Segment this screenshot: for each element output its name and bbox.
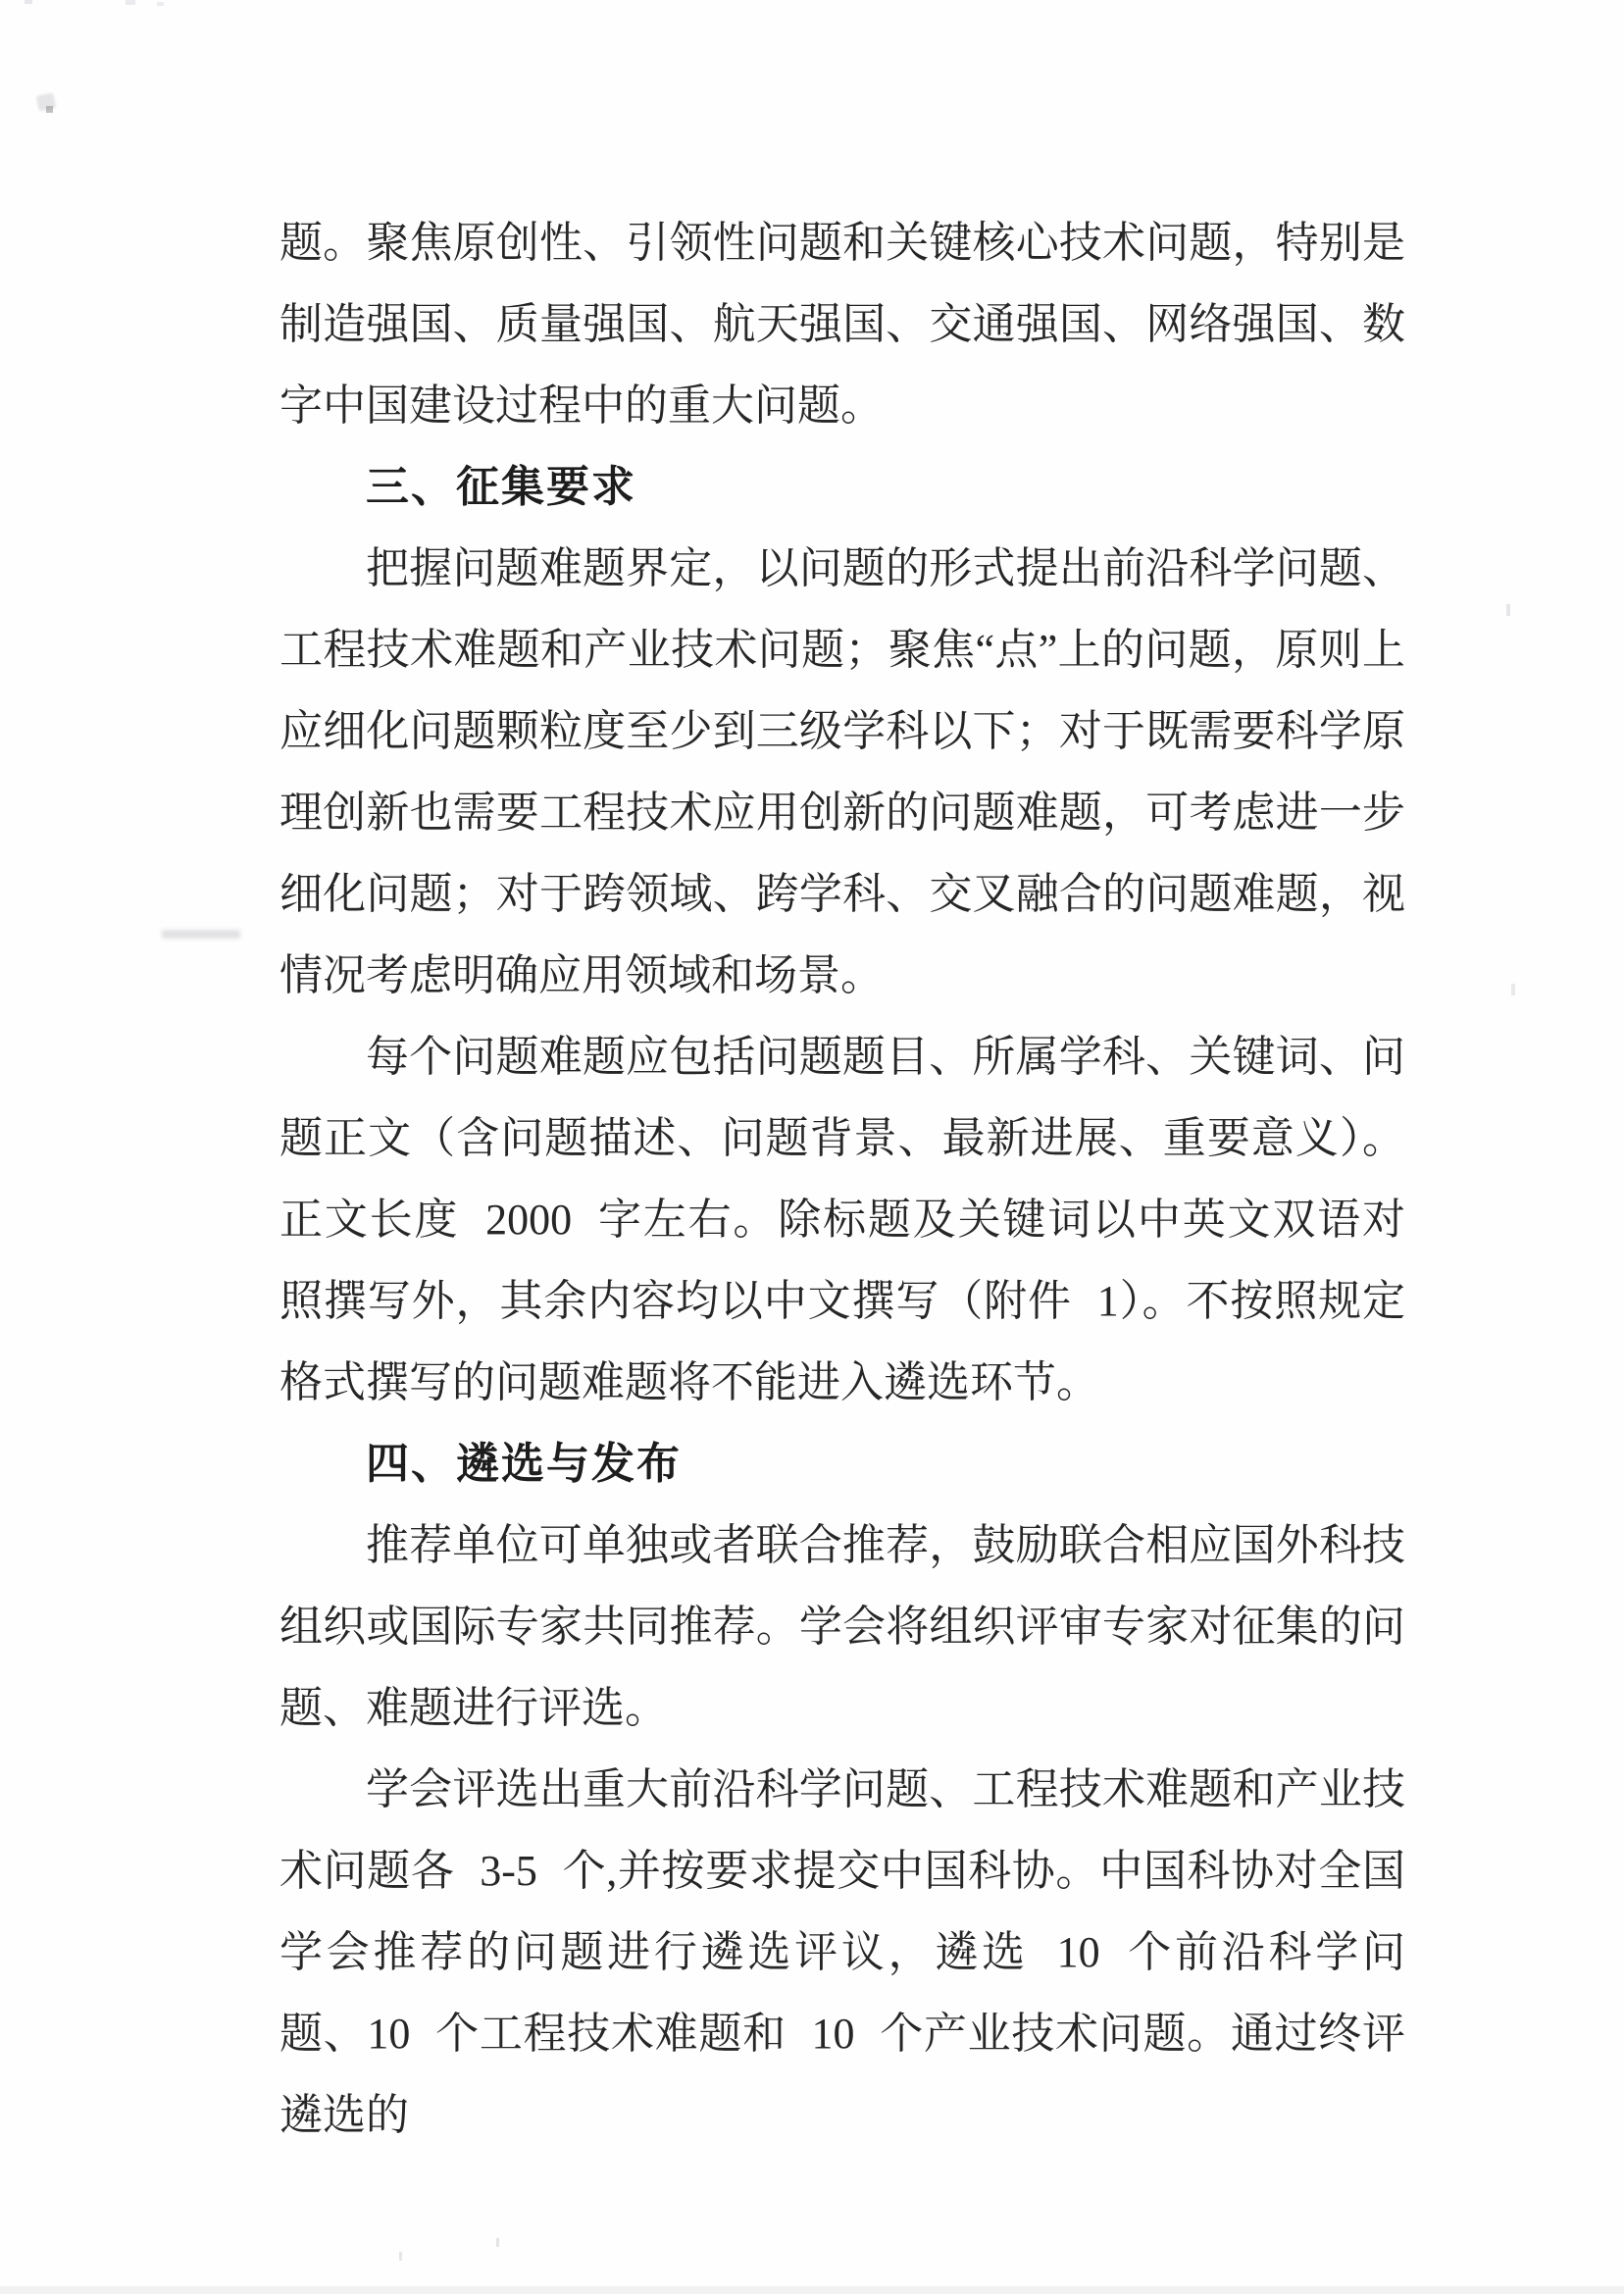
scan-speck [1511,984,1515,995]
body-paragraph: 每个问题难题应包括问题题目、所属学科、关键词、问题正文（含问题描述、问题背景、最新进展、重要意义）。正文长度 2000 字左右。除标题及关键词以中英文双语对照撰写外，其余内容均以中文撰写（附件 1）。不按照规定格式撰写的问题难题将不能进入遴选环节。 [279,1033,1405,1406]
scan-speck [496,2238,499,2247]
scan-speck [126,0,135,5]
document-body [279,202,1405,2156]
scan-speck [157,2,164,6]
scan-edge-shadow [0,2286,1624,2294]
section-heading: 三、征集要求 [366,463,636,511]
body-paragraph: 把握问题难题界定，以问题的形式提出前沿科学问题、工程技术难题和产业技术问题；聚焦“点”上的问题，原则上应细化问题颗粒度至少到三级学科以下；对于既需要科学原理创新也需要工程技术应用创新的问题难题，可考虑进一步细化问题；对于跨领域、跨学科、交叉融合的问题难题，视情况考虑明确应用领域和场景。 [279,544,1405,999]
scan-dash-artifact [162,930,240,939]
body-paragraph: 推荐单位可单独或者联合推荐，鼓励联合相应国外科技组织或国际专家共同推荐。学会将组织评审专家对征集的问题、难题进行评选。 [279,1521,1405,1732]
scan-smudge [36,92,57,111]
body-paragraph: 学会评选出重大前沿科学问题、工程技术难题和产业技术问题各 3-5 个,并按要求提交中国科协。中国科协对全国学会推荐的问题进行遴选评议，遴选 10 个前沿科学问题、10 个工程技术难题和 10 个产业技术问题。通过终评遴选的 [279,1765,1405,2139]
scan-speck [25,0,32,4]
section-heading: 四、遴选与发布 [366,1440,682,1488]
scan-smudge-dot [46,106,53,113]
scan-speck [399,2252,402,2261]
scan-speck [1506,604,1510,616]
body-paragraph: 题。聚焦原创性、引领性问题和关键核心技术问题，特别是制造强国、质量强国、航天强国、交通强国、网络强国、数字中国建设过程中的重大问题。 [279,219,1405,430]
